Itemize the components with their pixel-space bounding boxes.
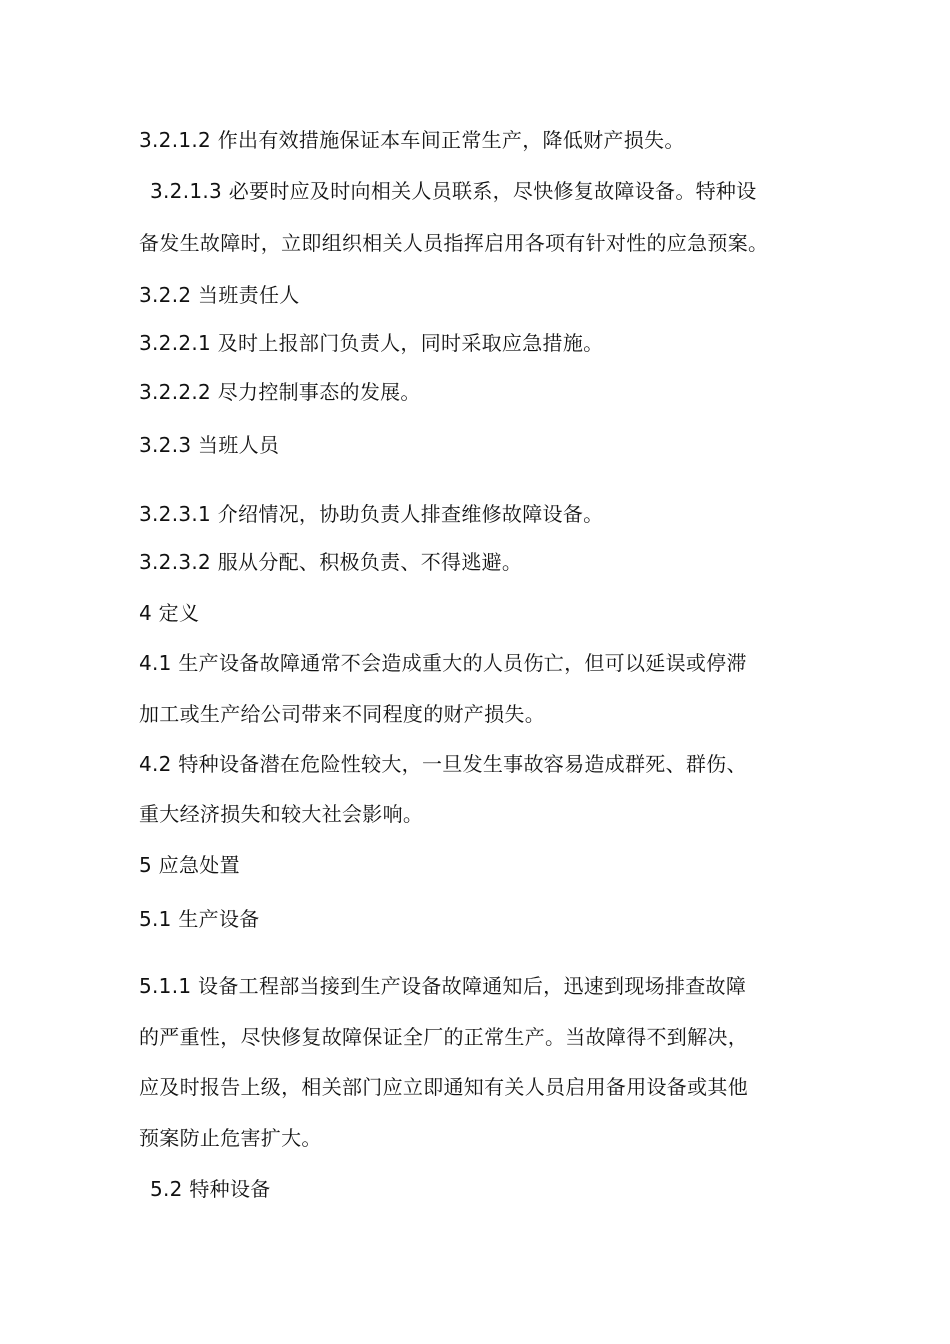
text-line-5-1-1-cont-1: 的严重性，尽快修复故障保证全厂的正常生产。当故障得不到解决，	[139, 1025, 748, 1049]
text-line-5-1-1-cont-2: 应及时报告上级，相关部门应立即通知有关人员启用备用设备或其他	[139, 1075, 748, 1099]
text-line-5-1-1-cont-3: 预案防止危害扩大。	[139, 1126, 322, 1150]
text-line-3-2-2-1: 3.2.2.1 及时上报部门负责人，同时采取应急措施。	[139, 331, 604, 355]
text-line-4-1: 4.1 生产设备故障通常不会造成重大的人员伤亡，但可以延误或停滞	[139, 651, 747, 675]
text-line-4-1-cont: 加工或生产给公司带来不同程度的财产损失。	[139, 702, 545, 726]
heading-4: 4 定义	[139, 601, 200, 625]
text-line-3-2-2-2: 3.2.2.2 尽力控制事态的发展。	[139, 380, 421, 404]
text-line-4-2: 4.2 特种设备潜在危险性较大，一旦发生事故容易造成群死、群伤、	[139, 752, 747, 776]
heading-3-2-2: 3.2.2 当班责任人	[139, 283, 300, 307]
heading-5: 5 应急处置	[139, 853, 240, 877]
text-line-4-2-cont: 重大经济损失和较大社会影响。	[139, 802, 424, 826]
text-line-3-2-3-2: 3.2.3.2 服从分配、积极负责、不得逃避。	[139, 550, 523, 574]
heading-3-2-3: 3.2.3 当班人员	[139, 433, 280, 457]
text-line-3-2-1-3-cont: 备发生故障时，立即组织相关人员指挥启用各项有针对性的应急预案。	[139, 231, 769, 255]
heading-5-1: 5.1 生产设备	[139, 907, 260, 931]
heading-5-2: 5.2 特种设备	[150, 1177, 271, 1201]
text-line-3-2-3-1: 3.2.3.1 介绍情况，协助负责人排查维修故障设备。	[139, 502, 604, 526]
text-line-3-2-1-3: 3.2.1.3 必要时应及时向相关人员联系，尽快修复故障设备。特种设	[150, 179, 757, 203]
text-line-3-2-1-2: 3.2.1.2 作出有效措施保证本车间正常生产，降低财产损失。	[139, 128, 685, 152]
text-line-5-1-1: 5.1.1 设备工程部当接到生产设备故障通知后，迅速到现场排查故障	[139, 974, 747, 998]
